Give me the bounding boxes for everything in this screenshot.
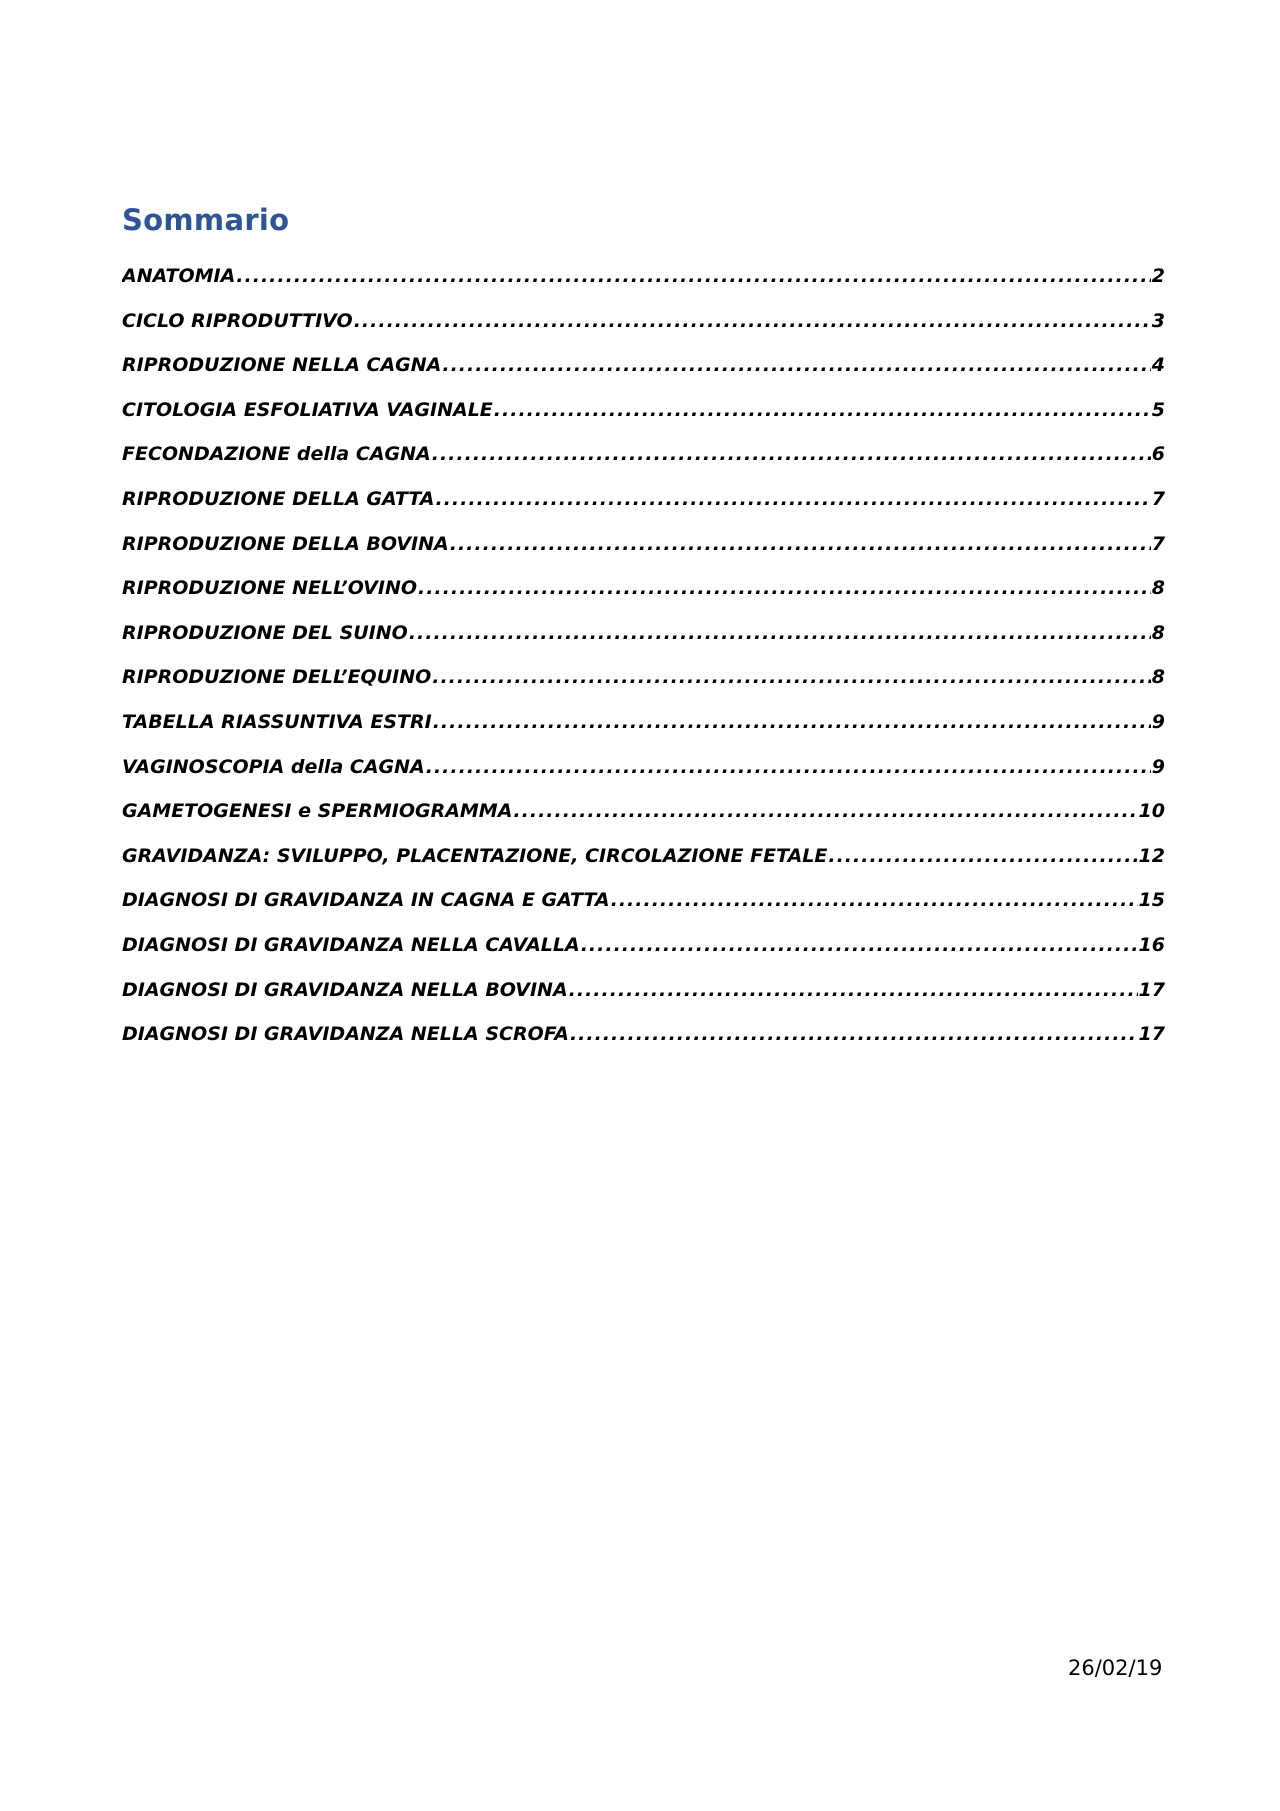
toc-entry[interactable] (122, 927, 1165, 972)
toc-entry-page: 7 (1151, 532, 1165, 555)
footer-date: 26/02/19 (1068, 1656, 1163, 1680)
toc-entry-page: 7 (1151, 487, 1165, 510)
toc-leader-dots (442, 347, 1150, 384)
toc-entry-label: RIPRODUZIONE DELLA GATTA (122, 487, 435, 510)
toc-entry[interactable] (122, 526, 1165, 571)
toc-entry[interactable] (122, 258, 1165, 303)
toc-entry-page: 9 (1151, 755, 1165, 778)
toc-entry[interactable] (122, 749, 1165, 794)
toc-leader-dots (432, 436, 1151, 473)
toc-entry[interactable] (122, 972, 1165, 1017)
toc-entry-page: 2 (1151, 265, 1165, 287)
toc-entry[interactable] (122, 436, 1165, 481)
toc-entry-page: 10 (1138, 800, 1165, 823)
toc-entry-label: RIPRODUZIONE DELL’EQUINO (122, 666, 432, 689)
toc-leader-dots (418, 570, 1151, 607)
toc-entry-page: 12 (1138, 844, 1165, 867)
toc-entry-page: 3 (1151, 309, 1165, 332)
toc-title: Sommario (122, 203, 290, 237)
toc-entry[interactable] (122, 392, 1165, 437)
toc-entry-page: 4 (1151, 354, 1165, 377)
toc-leader-dots (435, 481, 1150, 518)
toc-entry-label: DIAGNOSI DI GRAVIDANZA IN CAGNA E GATTA (122, 889, 610, 912)
toc-entry[interactable] (122, 481, 1165, 526)
toc-leader-dots (433, 704, 1151, 741)
toc-entry[interactable] (122, 347, 1165, 392)
toc-entry-page: 17 (1138, 978, 1165, 1001)
toc-entry-page: 16 (1138, 933, 1165, 956)
toc-entry[interactable] (122, 793, 1165, 838)
toc-entry-label: TABELLA RIASSUNTIVA ESTRI (122, 710, 432, 733)
toc-leader-dots (828, 838, 1137, 875)
toc-entry-label: VAGINOSCOPIA della CAGNA (122, 755, 425, 778)
table-of-contents (122, 258, 1165, 1061)
toc-entry-label: ANATOMIA (122, 265, 236, 287)
toc-leader-dots (581, 927, 1138, 964)
toc-leader-dots (494, 392, 1151, 429)
toc-entry-page: 17 (1138, 1023, 1165, 1046)
toc-entry-label: RIPRODUZIONE NELL’OVINO (122, 577, 417, 600)
toc-entry-label: DIAGNOSI DI GRAVIDANZA NELLA BOVINA (122, 978, 568, 1001)
toc-entry[interactable] (122, 882, 1165, 927)
toc-entry-label: RIPRODUZIONE NELLA CAGNA (122, 354, 442, 377)
toc-leader-dots (426, 749, 1151, 786)
toc-entry-page: 9 (1151, 710, 1165, 733)
toc-leader-dots (513, 793, 1137, 830)
toc-entry-label: GRAVIDANZA: SVILUPPO, PLACENTAZIONE, CIRCOLAZIONE FETALE (122, 844, 828, 867)
toc-entry-label: GAMETOGENESI e SPERMIOGRAMMA (122, 800, 513, 823)
toc-entry[interactable] (122, 1016, 1165, 1061)
toc-entry-page: 15 (1138, 889, 1165, 912)
toc-entry-label: CITOLOGIA ESFOLIATIVA VAGINALE (122, 398, 493, 421)
toc-leader-dots (432, 659, 1151, 696)
toc-entry-label: FECONDAZIONE della CAGNA (122, 443, 431, 466)
toc-entry[interactable] (122, 303, 1165, 348)
toc-leader-dots (569, 972, 1138, 1009)
toc-entry[interactable] (122, 659, 1165, 704)
toc-leader-dots (409, 615, 1151, 652)
toc-entry-page: 5 (1151, 398, 1165, 421)
toc-entry-label: DIAGNOSI DI GRAVIDANZA NELLA SCROFA (122, 1023, 569, 1046)
toc-entry[interactable] (122, 838, 1165, 883)
toc-entry-page: 8 (1151, 666, 1165, 689)
toc-entry-page: 6 (1151, 443, 1165, 466)
toc-entry-label: RIPRODUZIONE DELLA BOVINA (122, 532, 449, 555)
toc-entry-page: 8 (1151, 621, 1165, 644)
toc-entry[interactable] (122, 570, 1165, 615)
toc-leader-dots (354, 303, 1151, 340)
toc-leader-dots (611, 882, 1138, 919)
toc-leader-dots (450, 526, 1151, 563)
toc-entry-label: DIAGNOSI DI GRAVIDANZA NELLA CAVALLA (122, 933, 580, 956)
toc-entry[interactable] (122, 615, 1165, 660)
toc-entry-page: 8 (1151, 577, 1165, 600)
toc-entry-label: CICLO RIPRODUTTIVO (122, 309, 353, 332)
toc-entry[interactable] (122, 704, 1165, 749)
toc-entry-label: RIPRODUZIONE DEL SUINO (122, 621, 408, 644)
toc-leader-dots (236, 258, 1150, 295)
toc-leader-dots (570, 1016, 1138, 1053)
